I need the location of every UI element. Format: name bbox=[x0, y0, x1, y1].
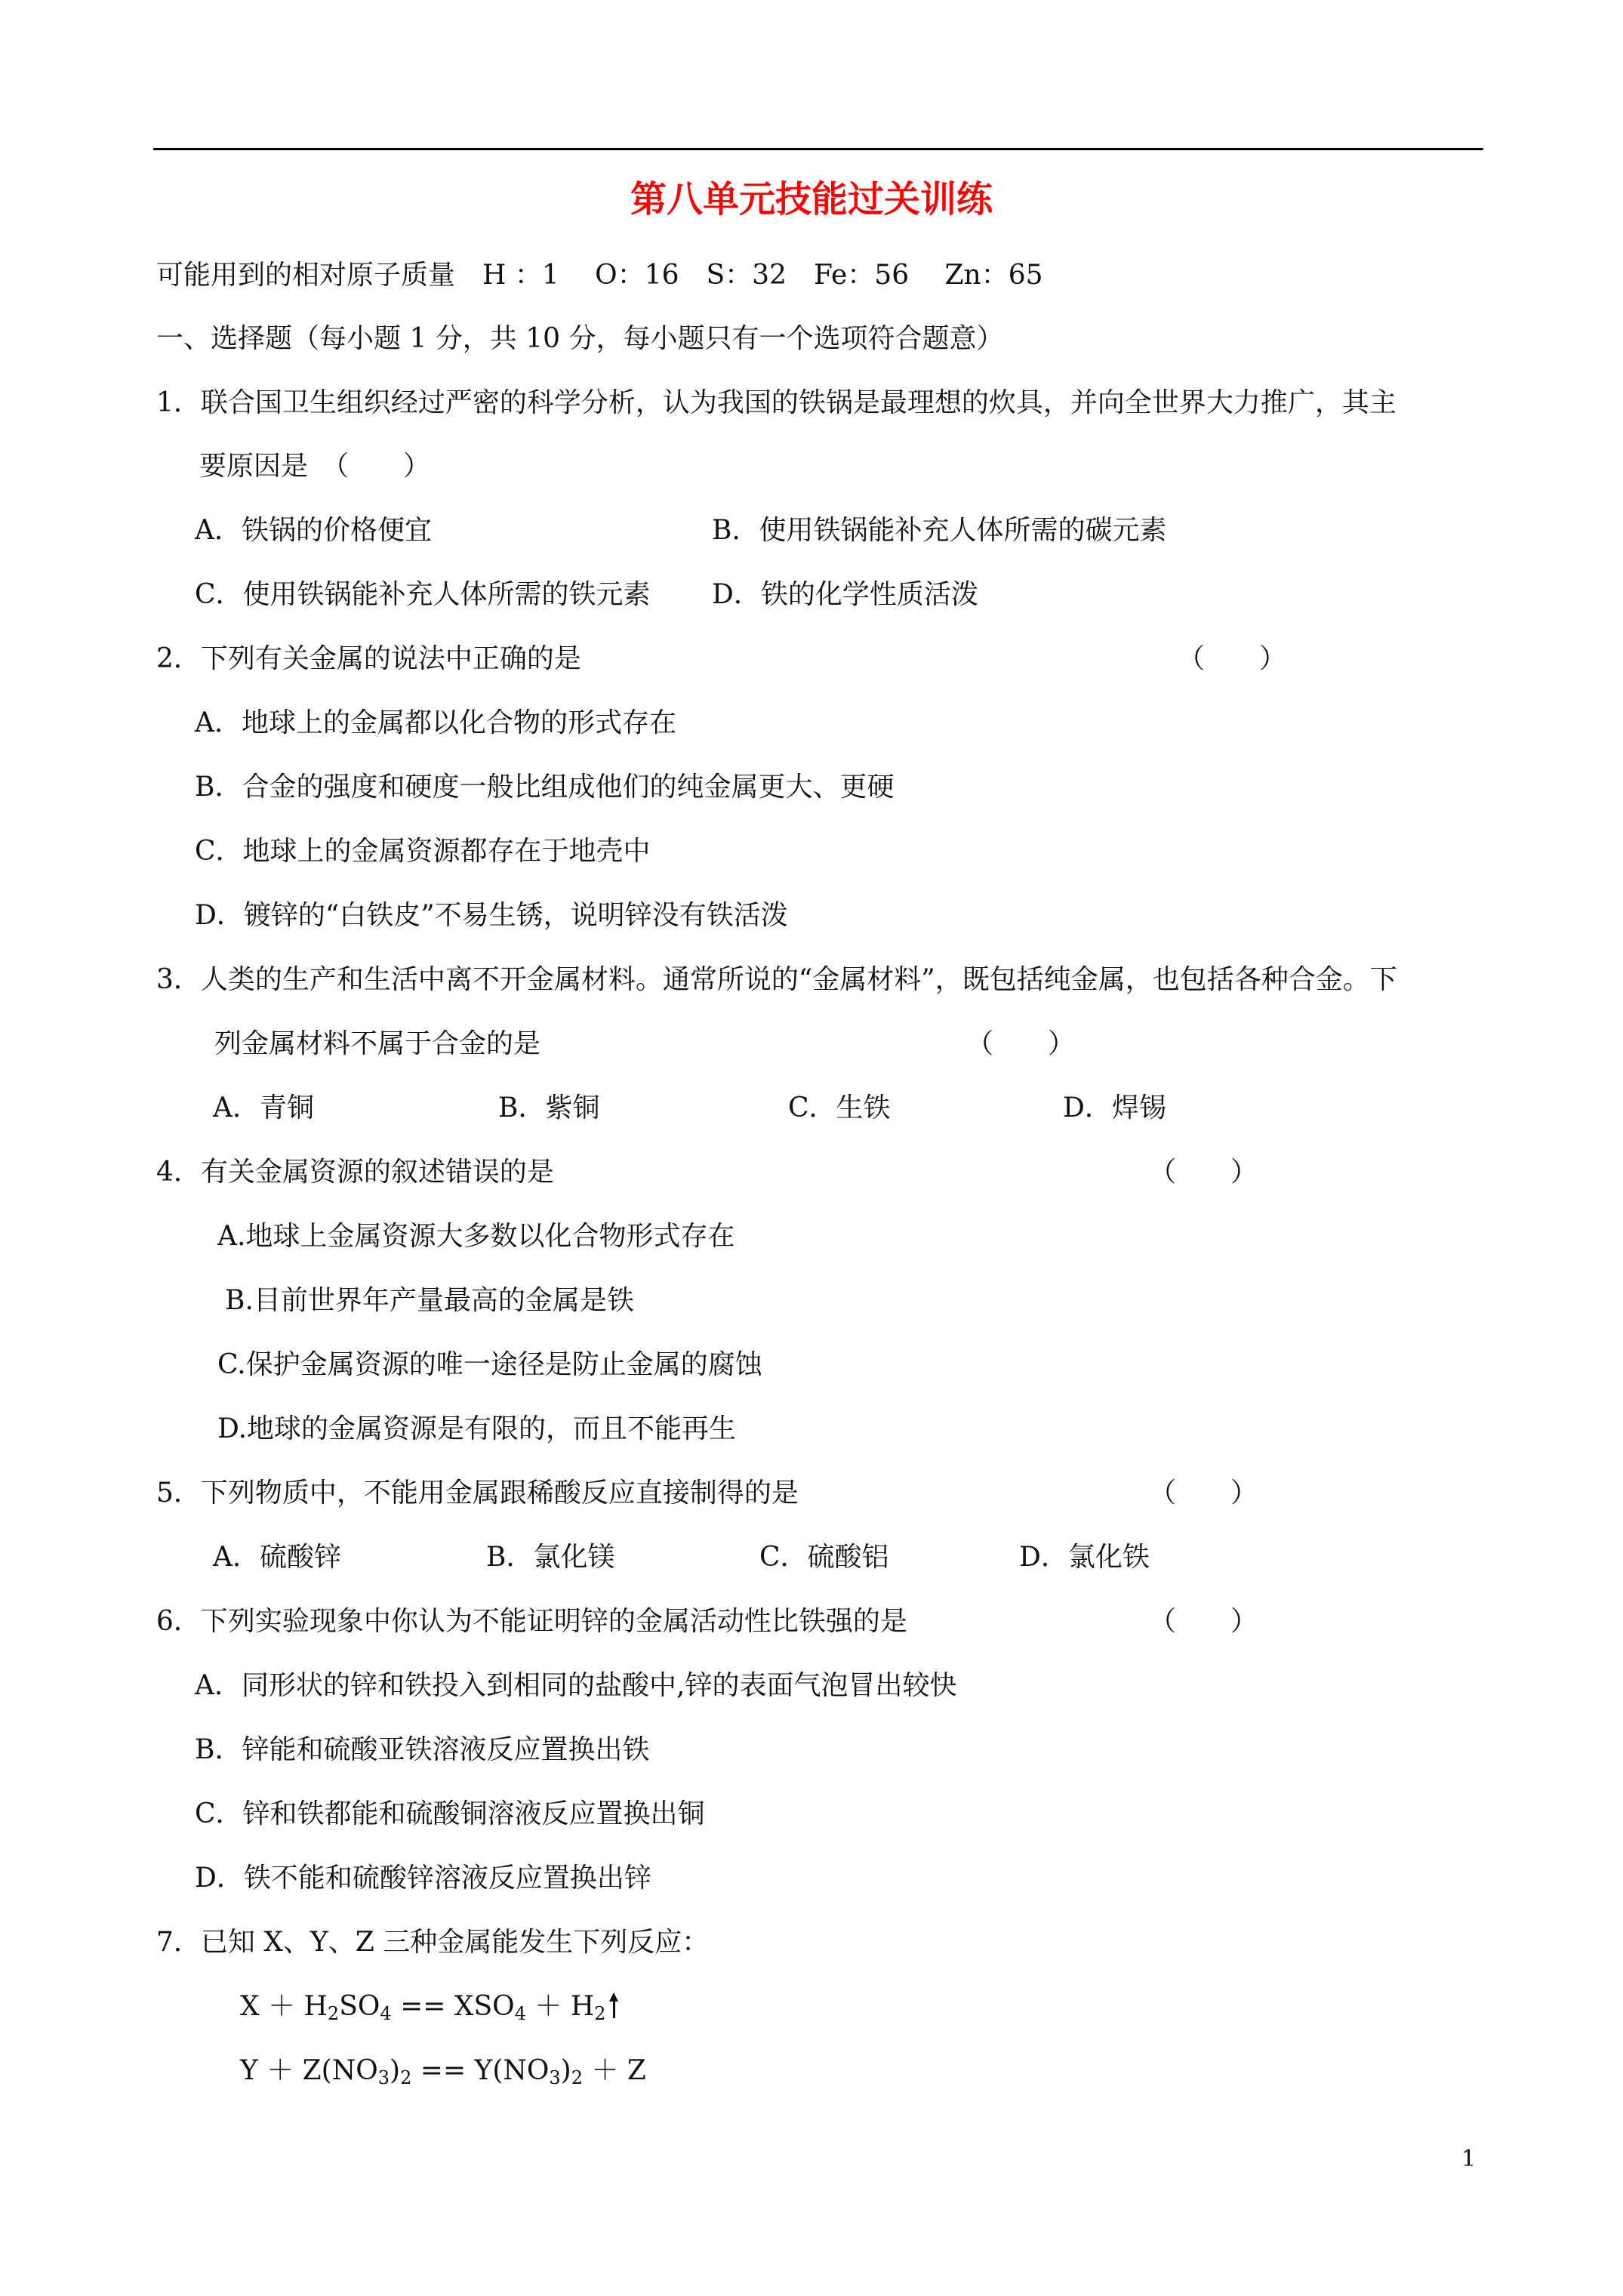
q5-option-b: B．氯化镁 bbox=[486, 1542, 615, 1573]
q3-option-d: D．焊锡 bbox=[1063, 1093, 1166, 1123]
q6-stem: 6．下列实验现象中你认为不能证明锌的金属活动性比铁强的是 bbox=[156, 1606, 907, 1637]
q4-answer-paren: （ ） bbox=[1149, 1157, 1258, 1188]
gas-arrow-up-icon bbox=[609, 1992, 618, 2018]
q5-answer-paren: （ ） bbox=[1149, 1478, 1258, 1509]
q6-option-a: A．同形状的锌和铁投入到相同的盐酸中,锌的表面气泡冒出较快 bbox=[195, 1670, 957, 1701]
q2-option-c: C．地球上的金属资源都存在于地壳中 bbox=[195, 836, 651, 867]
q3-option-c: C．生铁 bbox=[788, 1093, 891, 1123]
q6-answer-paren: （ ） bbox=[1149, 1606, 1258, 1637]
q4-option-c: C.保护金属资源的唯一途径是防止金属的腐蚀 bbox=[217, 1349, 762, 1380]
q7-equation-1: $X + H_2SO_4 == XSO_4 + H_2$ bbox=[240, 1988, 618, 2026]
q3-stem-line2: 列金属材料不属于合金的是 bbox=[214, 1028, 541, 1059]
q1-option-c: C．使用铁锅能补充人体所需的铁元素 bbox=[195, 579, 651, 610]
q1-option-d: D．铁的化学性质活泼 bbox=[712, 579, 978, 610]
q2-option-a: A．地球上的金属都以化合物的形式存在 bbox=[195, 707, 676, 738]
page-number: 1 bbox=[1461, 2146, 1477, 2172]
section-heading: 一、选择题（每小题 1 分，共 10 分，每小题只有一个选项符合题意） bbox=[156, 323, 1004, 354]
q3-option-b: B．紫铜 bbox=[498, 1093, 600, 1123]
q5-option-c: C．硫酸铝 bbox=[759, 1542, 889, 1573]
q4-stem: 4．有关金属资源的叙述错误的是 bbox=[156, 1157, 554, 1188]
q5-stem: 5．下列物质中，不能用金属跟稀酸反应直接制得的是 bbox=[156, 1478, 799, 1509]
atomic-mass-line: 可能用到的相对原子质量 H ：1 O：16 S：32 Fe：56 Zn：65 bbox=[156, 260, 1043, 291]
q2-option-d: D．镀锌的“白铁皮”不易生锈，说明锌没有铁活泼 bbox=[195, 900, 788, 931]
q4-option-d: D.地球的金属资源是有限的，而且不能再生 bbox=[217, 1413, 737, 1444]
q1-stem-line2: 要原因是 （ ） bbox=[199, 451, 431, 482]
q1-stem-line1: 1．联合国卫生组织经过严密的科学分析，认为我国的铁锅是最理想的炊具，并向全世界大力推广，其主 bbox=[156, 387, 1397, 418]
q5-option-d: D．氯化铁 bbox=[1019, 1542, 1150, 1573]
q6-option-b: B．锌能和硫酸亚铁溶液反应置换出铁 bbox=[195, 1734, 650, 1765]
q3-answer-paren: （ ） bbox=[966, 1028, 1076, 1059]
q4-option-b: B.目前世界年产量最高的金属是铁 bbox=[225, 1285, 634, 1316]
q3-option-a: A．青铜 bbox=[213, 1093, 314, 1123]
q5-option-a: A．硫酸锌 bbox=[213, 1542, 341, 1573]
q2-stem: 2．下列有关金属的说法中正确的是 bbox=[156, 643, 581, 674]
page-title: 第八单元技能过关训练 bbox=[630, 178, 993, 220]
q4-option-a: A.地球上金属资源大多数以化合物形式存在 bbox=[217, 1221, 735, 1252]
q1-option-b: B．使用铁锅能补充人体所需的碳元素 bbox=[712, 515, 1167, 546]
q6-option-c: C．锌和铁都能和硫酸铜溶液反应置换出铜 bbox=[195, 1798, 705, 1829]
q2-answer-paren: （ ） bbox=[1178, 643, 1287, 674]
q6-option-d: D．铁不能和硫酸锌溶液反应置换出锌 bbox=[195, 1863, 651, 1894]
q1-option-a: A．铁锅的价格便宜 bbox=[195, 515, 432, 546]
q2-option-b: B．合金的强度和硬度一般比组成他们的纯金属更大、更硬 bbox=[195, 772, 895, 803]
q3-stem-line1: 3．人类的生产和生活中离不开金属材料。通常所说的“金属材料”，既包括纯金属，也包括各种合金。下 bbox=[156, 964, 1397, 995]
q7-equation-2: $Y + Z(NO_3)_2 == Y(NO_3)_2 + Z$ bbox=[240, 2055, 646, 2088]
top-rule bbox=[153, 148, 1483, 150]
q7-stem: 7．已知 X、Y、Z 三种金属能发生下列反应： bbox=[156, 1927, 710, 1958]
